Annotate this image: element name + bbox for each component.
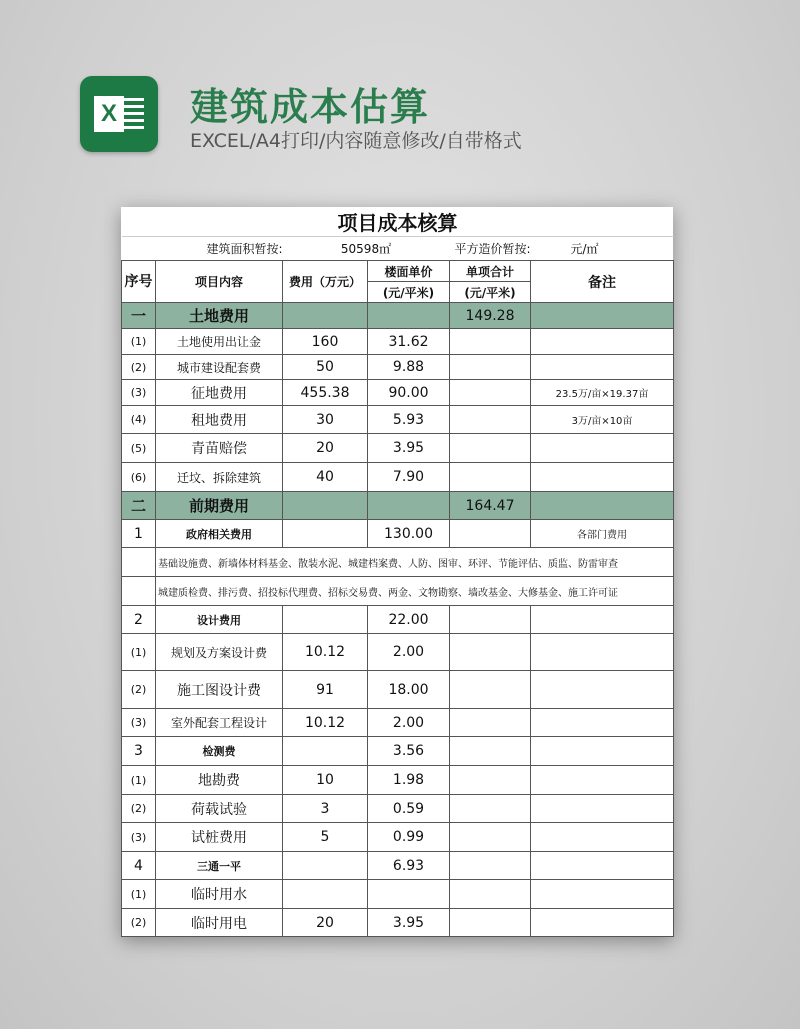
cell-unit[interactable]: 22.00 [368,606,450,634]
cell-seq[interactable]: (4) [122,406,156,434]
cell-note[interactable] [531,671,674,709]
cell-total[interactable]: 149.28 [450,303,531,329]
cell-seq[interactable]: 一 [122,303,156,329]
table-row [122,606,674,634]
cell-name[interactable]: 征地费用 [156,380,283,406]
cell-fee[interactable]: 3 [283,795,368,823]
cell-fee[interactable]: 20 [283,909,368,937]
cell-unit[interactable]: 1.98 [368,766,450,795]
cell-name[interactable]: 地勘费 [156,766,283,795]
cell-note[interactable] [531,852,674,880]
cell-seq[interactable]: (1) [122,634,156,671]
cell-total[interactable] [450,909,531,937]
table-row [122,406,674,434]
cell-name[interactable]: 检测费 [156,737,283,766]
cell-fee[interactable] [283,303,368,329]
table-row [122,577,674,606]
cell-seq[interactable]: (1) [122,880,156,909]
cell-unit[interactable]: 18.00 [368,671,450,709]
cell-fee[interactable]: 50 [283,355,368,380]
cell-seq[interactable]: (2) [122,355,156,380]
cell-fee[interactable]: 5 [283,823,368,852]
cell-total[interactable] [450,634,531,671]
cell-name[interactable]: 青苗赔偿 [156,434,283,463]
cell-fee[interactable]: 91 [283,671,368,709]
cell-total[interactable]: 164.47 [450,492,531,520]
cell-note[interactable] [531,463,674,492]
col-note: 备注 [531,261,674,303]
sheet-title: 项目成本核算 [122,207,674,237]
cell-seq[interactable]: (5) [122,434,156,463]
cell-unit[interactable]: 2.00 [368,634,450,671]
col-total: 单项合计 [450,261,531,282]
cell-fee[interactable]: 160 [283,329,368,355]
cell-name[interactable]: 试桩费用 [156,823,283,852]
cell-total[interactable] [450,709,531,737]
cell-seq[interactable]: (2) [122,671,156,709]
cell-unit[interactable]: 7.90 [368,463,450,492]
cell-note[interactable] [531,880,674,909]
cell-fee[interactable]: 10 [283,766,368,795]
cell-total[interactable] [450,606,531,634]
cell-fee[interactable]: 10.12 [283,709,368,737]
cell-unit[interactable]: 0.59 [368,795,450,823]
cell-fee[interactable] [283,852,368,880]
cell-total[interactable] [450,823,531,852]
table-row [122,852,674,880]
cell-seq[interactable] [122,548,156,577]
table-row [122,492,674,520]
cell-seq[interactable]: 3 [122,737,156,766]
table-row [122,634,674,671]
cell-note[interactable]: 23.5万/亩×19.37亩 [531,380,674,406]
col-item: 项目内容 [156,261,283,303]
cell-unit[interactable]: 5.93 [368,406,450,434]
cell-fee[interactable] [283,606,368,634]
cell-name[interactable]: 设计费用 [156,606,283,634]
cell-note[interactable] [531,355,674,380]
cell-unit[interactable]: 3.56 [368,737,450,766]
cell-text[interactable]: 基础设施费、新墙体材料基金、散装水泥、城建档案费、人防、图审、环评、节能评估、质监、防雷审查 [156,548,674,577]
cell-seq[interactable]: (3) [122,380,156,406]
cell-unit[interactable]: 0.99 [368,823,450,852]
table-row [122,329,674,355]
cell-unit[interactable]: 3.95 [368,434,450,463]
cell-unit[interactable]: 31.62 [368,329,450,355]
table-row [122,434,674,463]
cell-name[interactable]: 土地使用出让金 [156,329,283,355]
cell-note[interactable] [531,303,674,329]
cell-total[interactable] [450,355,531,380]
cell-seq[interactable]: (3) [122,709,156,737]
page-subtitle: EXCEL/A4打印/内容随意修改/自带格式 [190,130,522,152]
cell-note[interactable] [531,795,674,823]
cell-seq[interactable]: (6) [122,463,156,492]
cell-unit[interactable] [368,492,450,520]
cell-fee[interactable] [283,737,368,766]
cell-note[interactable] [531,434,674,463]
cell-unit[interactable]: 9.88 [368,355,450,380]
cell-total[interactable] [450,520,531,548]
cell-seq[interactable]: 1 [122,520,156,548]
table-row [122,548,674,577]
table-row [122,795,674,823]
table-row [122,303,674,329]
cell-name[interactable]: 临时用水 [156,880,283,909]
cell-name[interactable]: 政府相关费用 [156,520,283,548]
cell-fee[interactable]: 40 [283,463,368,492]
cell-total[interactable] [450,852,531,880]
area-label: 建筑面积暂按: [206,242,283,256]
cell-name[interactable]: 城市建设配套费 [156,355,283,380]
cell-name[interactable]: 室外配套工程设计 [156,709,283,737]
cell-seq[interactable]: (1) [122,766,156,795]
spreadsheet [121,207,673,937]
cell-name[interactable]: 施工图设计费 [156,671,283,709]
cell-fee[interactable] [283,880,368,909]
cell-seq[interactable]: 2 [122,606,156,634]
cell-total[interactable] [450,406,531,434]
cell-name[interactable]: 迁坟、拆除建筑 [156,463,283,492]
cell-total[interactable] [450,329,531,355]
cell-note[interactable] [531,634,674,671]
cell-unit[interactable]: 2.00 [368,709,450,737]
cell-unit[interactable]: 6.93 [368,852,450,880]
cell-fee[interactable]: 20 [283,434,368,463]
excel-logo-icon: X [80,76,158,152]
col-seq: 序号 [122,261,156,303]
page-title: 建筑成本估算 [190,85,431,129]
cell-fee[interactable] [283,492,368,520]
col-fee: 费用（万元） [283,261,368,303]
cell-total[interactable] [450,766,531,795]
table-row [122,766,674,795]
cell-note[interactable] [531,823,674,852]
col-unit-price-unit: (元/平米) [368,282,450,303]
cell-note[interactable] [531,492,674,520]
cell-name[interactable]: 临时用电 [156,909,283,937]
cell-seq[interactable]: (3) [122,823,156,852]
price-unit[interactable]: 元/㎡ [570,242,599,256]
cell-unit[interactable]: 90.00 [368,380,450,406]
cell-note[interactable] [531,766,674,795]
col-total-unit: (元/平米) [450,282,531,303]
table-row [122,909,674,937]
cell-unit[interactable]: 3.95 [368,909,450,937]
cell-fee[interactable]: 10.12 [283,634,368,671]
cell-fee[interactable]: 30 [283,406,368,434]
cell-unit[interactable] [368,880,450,909]
table-row [122,671,674,709]
cell-seq[interactable]: (1) [122,329,156,355]
cell-note[interactable] [531,737,674,766]
cell-note[interactable]: 各部门费用 [531,520,674,548]
cell-total[interactable] [450,737,531,766]
cell-seq[interactable]: (2) [122,909,156,937]
table-row [122,463,674,492]
table-row [122,880,674,909]
cell-note[interactable] [531,909,674,937]
cell-note[interactable] [531,329,674,355]
table-row [122,355,674,380]
col-unit-price: 楼面单价 [368,261,450,282]
table-row [122,823,674,852]
cell-total[interactable] [450,463,531,492]
table-row [122,380,674,406]
table-row [122,520,674,548]
cell-total[interactable] [450,434,531,463]
cell-seq[interactable] [122,577,156,606]
cell-note[interactable] [531,606,674,634]
cell-total[interactable] [450,880,531,909]
cell-name[interactable]: 前期费用 [156,492,283,520]
cell-unit[interactable]: 130.00 [368,520,450,548]
table-row [122,737,674,766]
cell-note[interactable]: 3万/亩×10亩 [531,406,674,434]
cell-seq[interactable]: (2) [122,795,156,823]
cell-seq[interactable]: 二 [122,492,156,520]
cell-unit[interactable] [368,303,450,329]
price-label: 平方造价暂按: [454,242,531,256]
cell-name[interactable]: 土地费用 [156,303,283,329]
cell-fee[interactable] [283,520,368,548]
cell-total[interactable] [450,795,531,823]
cell-text[interactable]: 城建质检费、排污费、招投标代理费、招标交易费、两金、文物勘察、墙改基金、大修基金、施工许可证 [156,577,674,606]
table-row [122,709,674,737]
cell-total[interactable] [450,671,531,709]
cell-total[interactable] [450,380,531,406]
cell-name[interactable]: 租地费用 [156,406,283,434]
area-value[interactable]: 50598㎡ [340,242,392,256]
cell-seq[interactable]: 4 [122,852,156,880]
cell-name[interactable]: 三通一平 [156,852,283,880]
cell-fee[interactable]: 455.38 [283,380,368,406]
cell-name[interactable]: 荷载试验 [156,795,283,823]
cell-name[interactable]: 规划及方案设计费 [156,634,283,671]
cell-note[interactable] [531,709,674,737]
